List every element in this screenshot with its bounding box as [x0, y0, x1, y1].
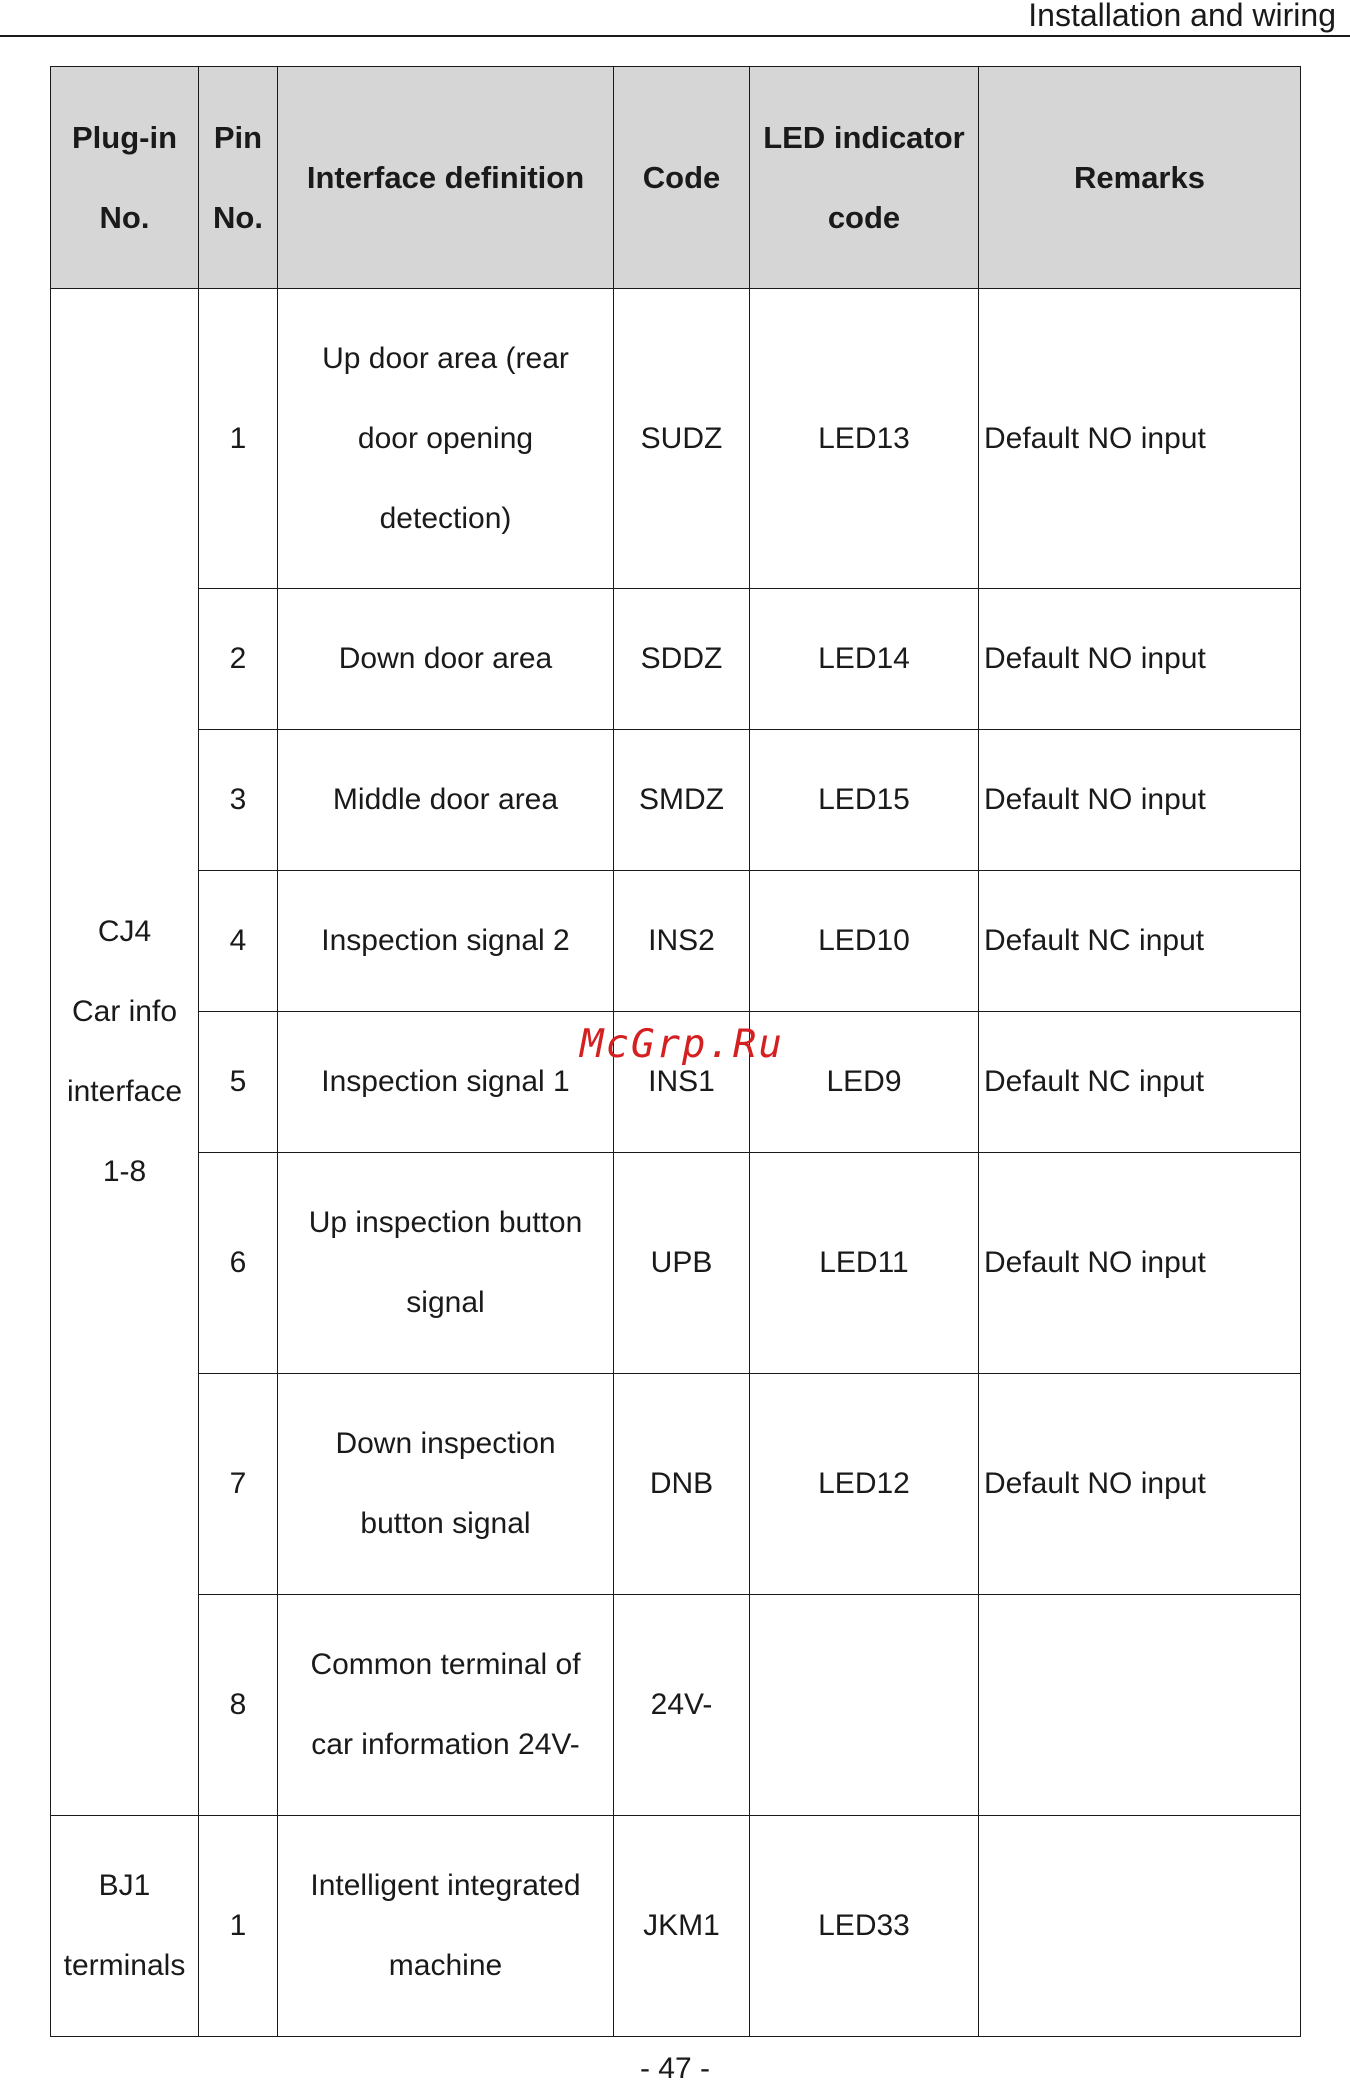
remarks-cell: Default NO input: [979, 1153, 1301, 1374]
code-cell: SUDZ: [614, 289, 750, 589]
code-cell: INS2: [614, 871, 750, 1012]
definition-cell: Up inspection button signal: [278, 1153, 614, 1374]
led-cell: [750, 1595, 979, 1816]
plug-in-cell-cj4: CJ4 Car info interface 1-8: [51, 289, 199, 1816]
pin-cell: 6: [199, 1153, 278, 1374]
header-pin-no: Pin No.: [199, 67, 278, 289]
section-title: Installation and wiring: [1028, 0, 1336, 33]
led-cell: LED14: [750, 589, 979, 730]
code-cell: SDDZ: [614, 589, 750, 730]
header-remarks: Remarks: [979, 67, 1301, 289]
header-led-indicator-code: LED indicator code: [750, 67, 979, 289]
definition-cell: Up door area (rear door opening detection): [278, 289, 614, 589]
header-interface-definition: Interface definition: [278, 67, 614, 289]
led-cell: LED13: [750, 289, 979, 589]
page-number: - 47 -: [639, 2052, 711, 2085]
watermark: McGrp.Ru: [580, 1022, 784, 1067]
remarks-cell: [979, 1595, 1301, 1816]
remarks-cell: Default NO input: [979, 730, 1301, 871]
table-row: [51, 730, 1301, 871]
definition-cell: Intelligent integrated machine: [278, 1816, 614, 2037]
pin-cell: 1: [199, 289, 278, 589]
header-code: Code: [614, 67, 750, 289]
led-cell: LED10: [750, 871, 979, 1012]
led-cell: LED12: [750, 1374, 979, 1595]
led-cell: LED15: [750, 730, 979, 871]
remarks-cell: Default NO input: [979, 589, 1301, 730]
pin-cell: 4: [199, 871, 278, 1012]
code-cell: 24V-: [614, 1595, 750, 1816]
code-cell: DNB: [614, 1374, 750, 1595]
table-row: [51, 1595, 1301, 1816]
header-rule: [0, 35, 1350, 37]
led-cell: LED9: [750, 1012, 979, 1153]
code-cell: UPB: [614, 1153, 750, 1374]
table-row: [51, 1816, 1301, 2037]
pin-cell: 5: [199, 1012, 278, 1153]
pin-cell: 3: [199, 730, 278, 871]
remarks-cell: Default NO input: [979, 289, 1301, 589]
table-row: [51, 1374, 1301, 1595]
table-row: [51, 589, 1301, 730]
code-cell: INS1: [614, 1012, 750, 1153]
remarks-cell: Default NC input: [979, 1012, 1301, 1153]
pin-cell: 7: [199, 1374, 278, 1595]
header-plug-in-no: Plug-in No.: [51, 67, 199, 289]
table-row: [51, 871, 1301, 1012]
led-cell: LED33: [750, 1816, 979, 2037]
remarks-cell: [979, 1816, 1301, 2037]
definition-cell: Inspection signal 2: [278, 871, 614, 1012]
led-cell: LED11: [750, 1153, 979, 1374]
remarks-cell: Default NO input: [979, 1374, 1301, 1595]
table-row: [51, 1153, 1301, 1374]
code-cell: JKM1: [614, 1816, 750, 2037]
definition-cell: Down inspection button signal: [278, 1374, 614, 1595]
code-cell: SMDZ: [614, 730, 750, 871]
definition-cell: Down door area: [278, 589, 614, 730]
definition-cell: Common terminal of car information 24V-: [278, 1595, 614, 1816]
pin-cell: 1: [199, 1816, 278, 2037]
definition-cell: Inspection signal 1: [278, 1012, 614, 1153]
remarks-cell: Default NC input: [979, 871, 1301, 1012]
pin-cell: 8: [199, 1595, 278, 1816]
table-header-row: [51, 67, 1301, 289]
definition-cell: Middle door area: [278, 730, 614, 871]
table-row: [51, 289, 1301, 589]
plug-in-cell-bj1: BJ1 terminals: [51, 1816, 199, 2037]
pin-cell: 2: [199, 589, 278, 730]
